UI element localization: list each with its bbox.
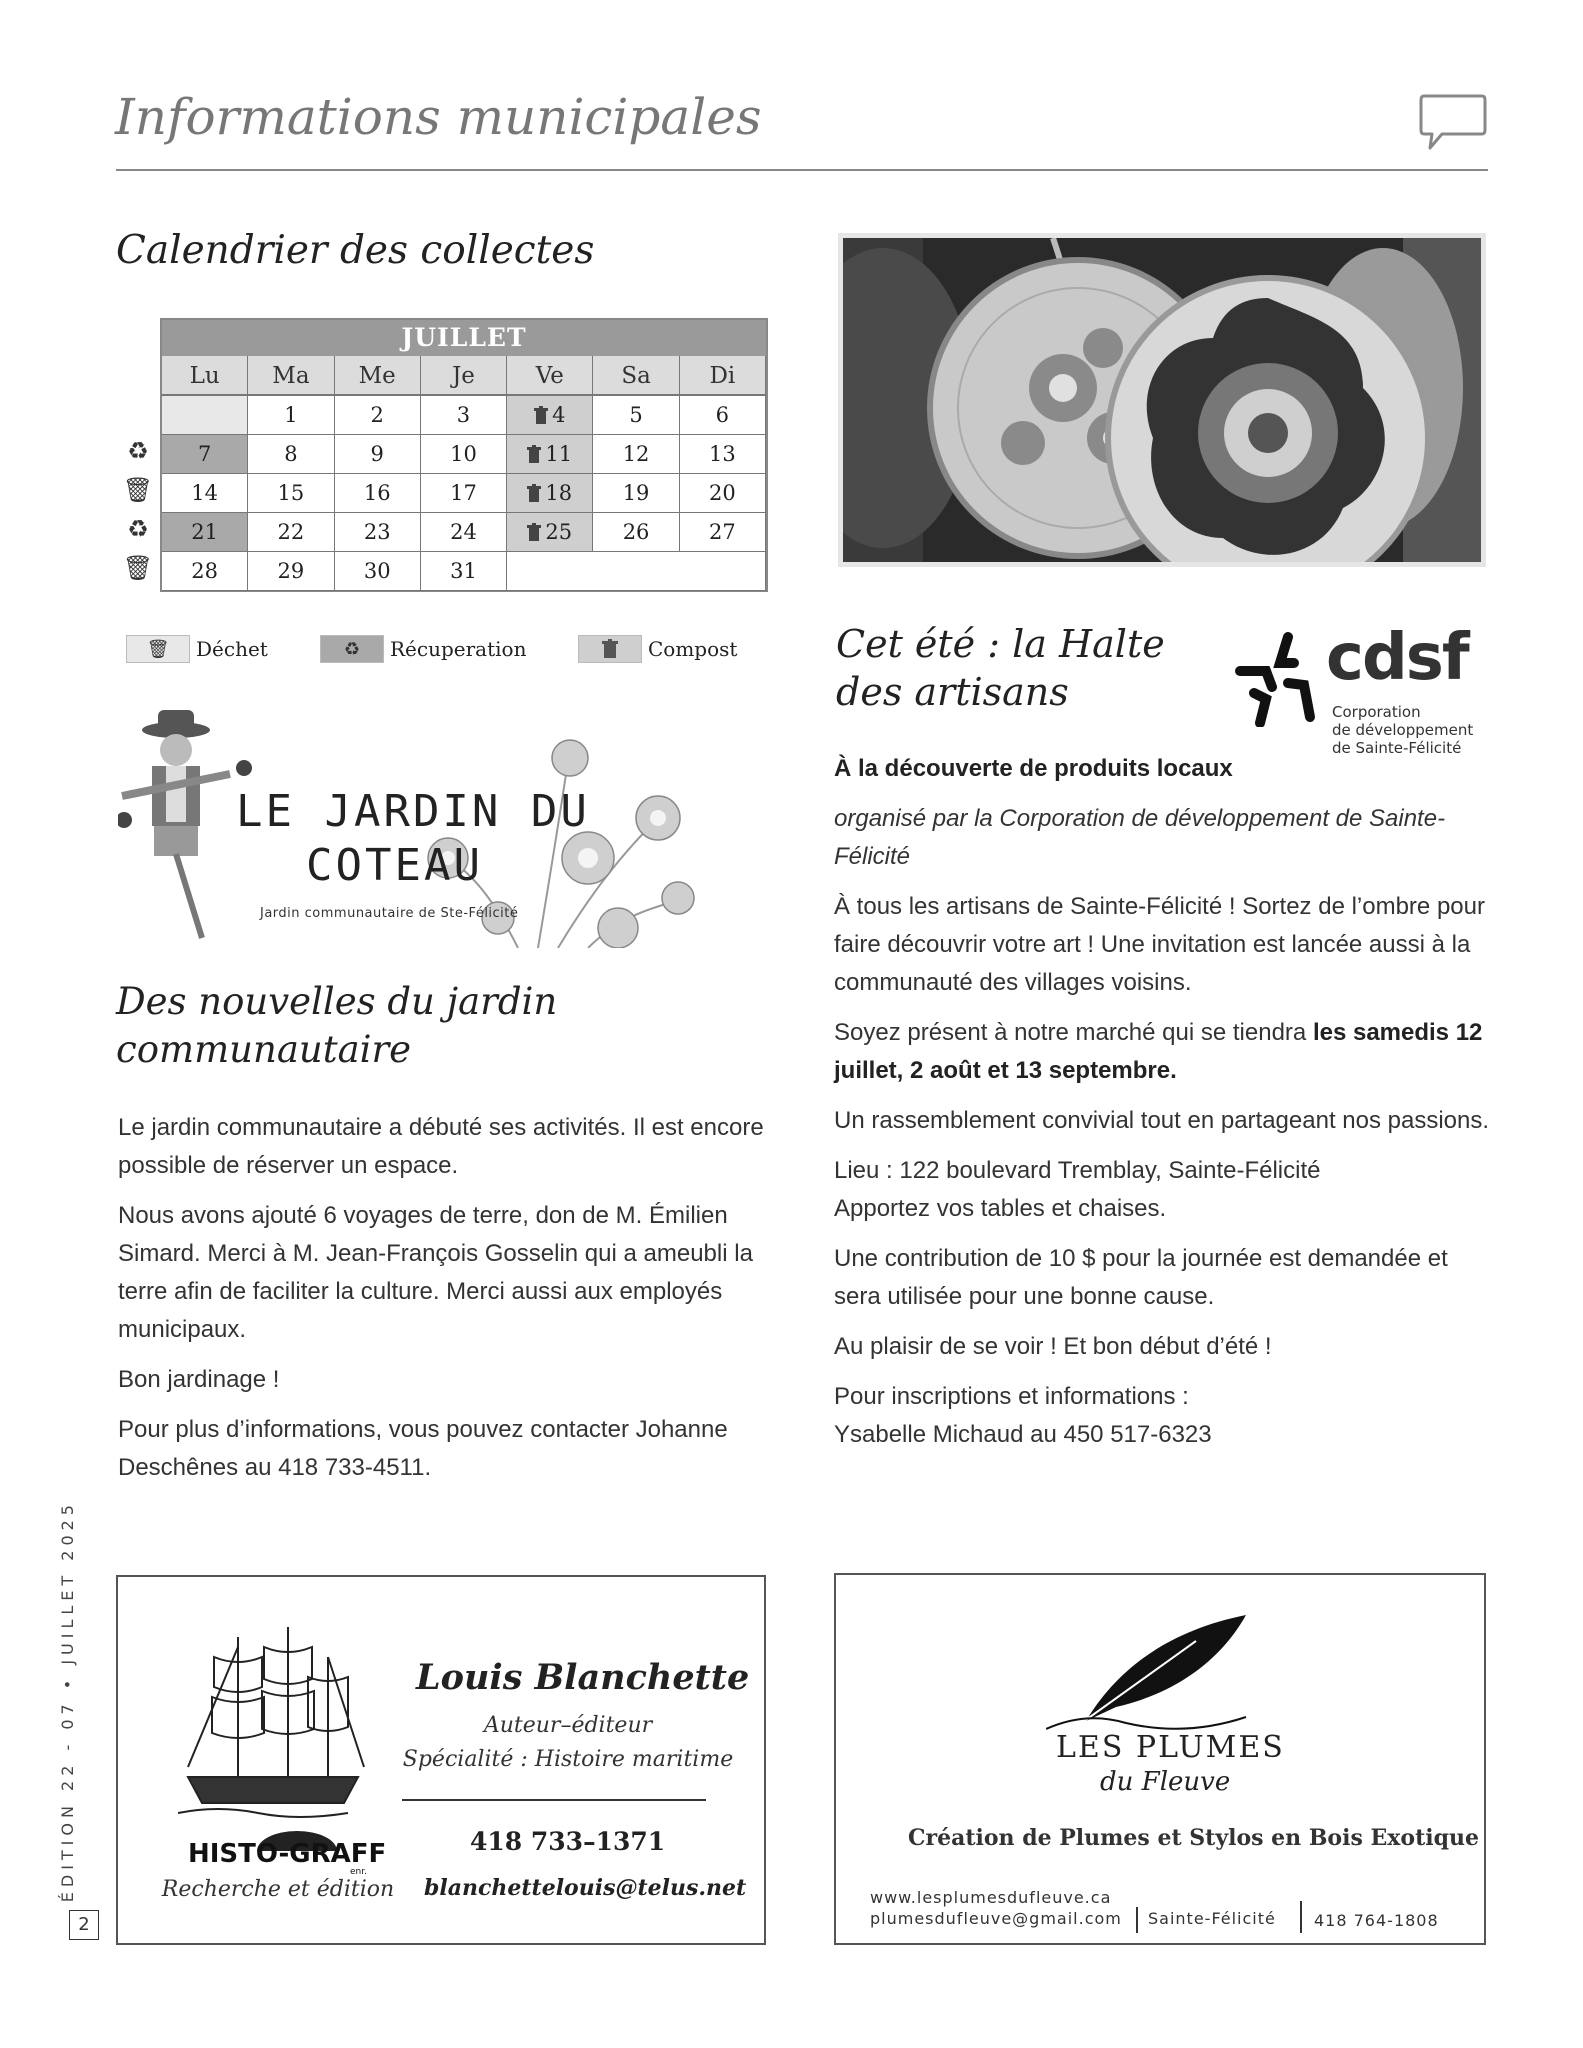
- calendar-day-cell: [335, 552, 421, 591]
- calendar-day-number: 1: [284, 403, 298, 427]
- calendar-day-header: Ma: [248, 356, 334, 396]
- plumes-website: www.lesplumesdufleuve.ca: [870, 1888, 1112, 1907]
- ad-les-plumes-du-fleuve: [834, 1573, 1486, 1945]
- trash-icon: 🗑: [122, 555, 154, 582]
- calendar-day-number: 21: [191, 520, 218, 544]
- calendar-day-number: 4: [552, 403, 566, 427]
- calendar-day-number: 18: [545, 481, 573, 505]
- calendar-day-number: 5: [629, 403, 643, 427]
- legend-item-recuperation: [320, 632, 526, 666]
- calendar-day-cell: [248, 552, 334, 591]
- garden-heading-line1: Des nouvelles du jardin: [116, 980, 558, 1023]
- histo-graff-logo-text: HISTO-GRAFF: [188, 1839, 387, 1869]
- quill-feather-icon: [1046, 1611, 1266, 1731]
- halte-paragraph-6: Au plaisir de se voir ! Et bon début d’été !: [834, 1333, 1272, 1360]
- calendar-day-cell: [162, 435, 248, 474]
- cdsf-wordmark: cdsf: [1326, 621, 1468, 695]
- halte-paragraph-5: Une contribution de 10 $ pour la journée est demandée et sera utilisée pour une bonne cause.: [834, 1245, 1448, 1310]
- ad-author-specialty: Spécialité : Histoire maritime: [402, 1747, 734, 1772]
- halte-paragraph-2: [834, 1014, 1494, 1090]
- calendar-day-cell: [593, 474, 679, 513]
- calendar-day-number: 28: [191, 559, 218, 583]
- plumes-web-mail: [870, 1887, 1122, 1929]
- calendar-day-number: 27: [708, 520, 736, 544]
- halte-heading: [836, 620, 1165, 716]
- calendar-day-cell: [335, 474, 421, 513]
- calendar-grid: [162, 356, 766, 591]
- calendar-day-cell: [421, 396, 507, 435]
- halte-inscriptions: Pour inscriptions et informations :: [834, 1383, 1189, 1410]
- halte-p2-text: Soyez présent à notre marché qui se tiendra: [834, 1019, 1313, 1046]
- cdsf-logo: [1232, 617, 1492, 767]
- calendar-day-number: 20: [708, 481, 736, 505]
- ad-divider: [402, 1799, 706, 1801]
- calendar-day-cell: [335, 396, 421, 435]
- ad-phone: 418 733–1371: [470, 1827, 666, 1856]
- halte-body: [834, 750, 1494, 1466]
- ad-tagline: Recherche et édition: [161, 1877, 395, 1902]
- calendar-day-number: 23: [363, 520, 391, 544]
- garden-logo-line1: LE JARDIN DU: [236, 786, 590, 837]
- calendar-day-cell: [507, 435, 593, 474]
- calendar-day-number: 14: [191, 481, 218, 505]
- calendar-day-number: 8: [284, 442, 298, 466]
- calendar-day-cell: [335, 435, 421, 474]
- page-header-title: Informations municipales: [115, 88, 762, 146]
- plumes-phone: 418 764-1808: [1314, 1911, 1439, 1930]
- garden-paragraph-2: Nous avons ajouté 6 voyages de terre, don de M. Émilien Simard. Merci à M. Jean-François Gosselin qui a ameubli la terre afin de faciliter la culture. Merci aussi aux employés municipaux.: [118, 1202, 753, 1343]
- calendar-day-cell: [593, 435, 679, 474]
- legend-label-compost: Compost: [648, 637, 738, 661]
- calendar-day-number: 9: [370, 442, 384, 466]
- calendar-day-cell: [680, 396, 766, 435]
- calendar-day-cell: [593, 513, 679, 552]
- woven-bags-photo: [838, 233, 1486, 567]
- plumes-separator-1: [1136, 1907, 1138, 1933]
- legend-label-recuperation: Récuperation: [390, 637, 527, 661]
- histo-graff-enr: enr.: [350, 1867, 367, 1877]
- calendar-row-icons: [120, 432, 156, 588]
- plumes-city: Sainte-Félicité: [1148, 1909, 1276, 1928]
- calendar-day-header: Lu: [162, 356, 248, 396]
- calendar-day-cell: [162, 474, 248, 513]
- speech-bubble-icon: [1418, 92, 1488, 152]
- compost-bin-icon: [578, 635, 642, 663]
- garden-heading-line2: communautaire: [116, 1028, 412, 1071]
- calendar-day-cell: [162, 513, 248, 552]
- calendar-day-number: 2: [370, 403, 384, 427]
- ad-author-name: Louis Blanchette: [416, 1657, 750, 1698]
- halte-paragraph-7: [834, 1378, 1494, 1454]
- halte-heading-line1: Cet été : la Halte: [836, 622, 1165, 666]
- page-number: 2: [69, 1910, 99, 1940]
- ad-louis-blanchette: [116, 1575, 766, 1945]
- halte-heading-line2: des artisans: [836, 670, 1069, 714]
- legend-label-dechet: Déchet: [196, 637, 268, 661]
- calendar-empty-cell: [507, 552, 766, 591]
- trash-icon: 🗑: [126, 635, 190, 663]
- trash-icon: 🗑: [122, 477, 154, 504]
- plumes-subtitle: du Fleuve: [1100, 1767, 1231, 1797]
- compost-bin-icon: [527, 445, 541, 463]
- halte-paragraph-4: [834, 1152, 1494, 1228]
- halte-paragraph-1: À tous les artisans de Sainte-Félicité ! Sortez de l’ombre pour faire découvrir votre art ! Une invitation est lancée aussi à la communauté des villages voisins.: [834, 893, 1485, 996]
- recycle-icon: ♻: [127, 438, 149, 465]
- calendar-day-cell: [335, 513, 421, 552]
- garden-paragraph-1: Le jardin communautaire a débuté ses activités. Il est encore possible de réserver un espace.: [118, 1114, 764, 1179]
- calendar-day-cell: [680, 513, 766, 552]
- calendar-day-number: 17: [450, 481, 477, 505]
- calendar-day-number: 16: [363, 481, 391, 505]
- calendar-day-header: Sa: [593, 356, 679, 396]
- calendar-day-number: 22: [277, 520, 305, 544]
- calendar-day-cell: [162, 396, 248, 435]
- calendar-month: JUILLET: [162, 320, 766, 356]
- garden-paragraph-3: Bon jardinage !: [118, 1366, 280, 1393]
- recycle-icon: ♻: [320, 635, 384, 663]
- compost-bin-icon: [527, 523, 541, 541]
- calendar-day-header: Di: [680, 356, 766, 396]
- cdsf-line3: de Sainte-Félicité: [1332, 739, 1462, 757]
- calendar-day-cell: [421, 513, 507, 552]
- compost-bin-icon: [534, 406, 548, 424]
- calendar-day-number: 15: [277, 481, 305, 505]
- cdsf-line1: Corporation: [1332, 703, 1421, 721]
- calendar-day-cell: [248, 474, 334, 513]
- calendar-day-number: 24: [450, 520, 477, 544]
- calendar-day-header: Je: [421, 356, 507, 396]
- calendar-section-title: Calendrier des collectes: [116, 228, 595, 273]
- calendar-day-cell: [421, 435, 507, 474]
- halte-subtitle: À la découverte de produits locaux: [834, 755, 1233, 782]
- halte-bring-tables: Apportez vos tables et chaises.: [834, 1195, 1167, 1222]
- legend-item-compost: [578, 632, 737, 666]
- compost-bin-icon: [527, 484, 541, 502]
- calendar-day-number: 26: [622, 520, 650, 544]
- halte-organizer: organisé par la Corporation de développement de Sainte-Félicité: [834, 805, 1446, 870]
- calendar-day-number: 30: [363, 559, 391, 583]
- garden-news-heading: [116, 978, 557, 1074]
- calendar-day-header: Ve: [507, 356, 593, 396]
- calendar-day-cell: [507, 396, 593, 435]
- calendar-day-number: 13: [708, 442, 736, 466]
- calendar-day-cell: [421, 474, 507, 513]
- rattan-bags-image: [843, 238, 1481, 562]
- calendar-day-cell: [421, 552, 507, 591]
- calendar-day-cell: [507, 474, 593, 513]
- garden-paragraph-4: Pour plus d’informations, vous pouvez contacter Johanne Deschênes au 418 733-4511.: [118, 1416, 728, 1481]
- plumes-separator-2: [1300, 1901, 1302, 1933]
- calendar-day-number: 10: [450, 442, 477, 466]
- cdsf-line2: de développement: [1332, 721, 1474, 739]
- recycle-icon: ♻: [127, 516, 149, 543]
- header-divider: [116, 169, 1488, 171]
- plumes-title: LES PLUMES: [1056, 1730, 1285, 1765]
- ad-author-role: Auteur–éditeur: [483, 1713, 653, 1738]
- ad-email: blanchettelouis@telus.net: [424, 1875, 747, 1901]
- calendar-day-cell: [248, 396, 334, 435]
- plumes-tagline: Création de Plumes et Stylos en Bois Exotique: [908, 1825, 1479, 1851]
- collection-calendar: [160, 318, 768, 592]
- calendar-day-cell: [248, 513, 334, 552]
- calendar-day-number: 25: [545, 520, 573, 544]
- calendar-day-number: 12: [622, 442, 650, 466]
- garden-logo-subtitle: Jardin communautaire de Ste-Félicité: [260, 906, 519, 921]
- calendar-day-number: 11: [545, 442, 573, 466]
- calendar-day-cell: [593, 396, 679, 435]
- legend-item-dechet: [126, 632, 268, 666]
- calendar-day-number: 31: [450, 559, 477, 583]
- calendar-day-number: 6: [715, 403, 730, 427]
- calendar-legend: [116, 632, 776, 666]
- calendar-day-number: 29: [277, 559, 305, 583]
- calendar-day-cell: [680, 435, 766, 474]
- calendar-day-cell: [162, 552, 248, 591]
- halte-contact: Ysabelle Michaud au 450 517-6323: [834, 1421, 1212, 1448]
- cdsf-full-name: [1332, 703, 1473, 757]
- halte-location: Lieu : 122 boulevard Tremblay, Sainte-Félicité: [834, 1157, 1321, 1184]
- calendar-day-header: Me: [335, 356, 421, 396]
- calendar-day-cell: [248, 435, 334, 474]
- calendar-day-cell: [680, 474, 766, 513]
- calendar-day-number: 19: [622, 481, 650, 505]
- calendar-day-cell: [507, 513, 593, 552]
- plumes-email: plumesdufleuve@gmail.com: [870, 1909, 1122, 1928]
- halte-dates: les samedis 12 juillet, 2 août et 13 septembre.: [834, 1019, 1483, 1084]
- sailing-ship-icon: [178, 1617, 368, 1827]
- garden-news-body: [118, 1109, 778, 1499]
- garden-logo-line2: COTEAU: [306, 840, 483, 891]
- edition-side-label: ÉDITION 22 - 07 • JUILLET 2025: [58, 1500, 77, 1903]
- cdsf-symbol-icon: [1232, 627, 1328, 727]
- halte-paragraph-3: Un rassemblement convivial tout en partageant nos passions.: [834, 1107, 1490, 1134]
- calendar-day-number: 7: [197, 442, 212, 466]
- calendar-day-number: 3: [456, 403, 471, 427]
